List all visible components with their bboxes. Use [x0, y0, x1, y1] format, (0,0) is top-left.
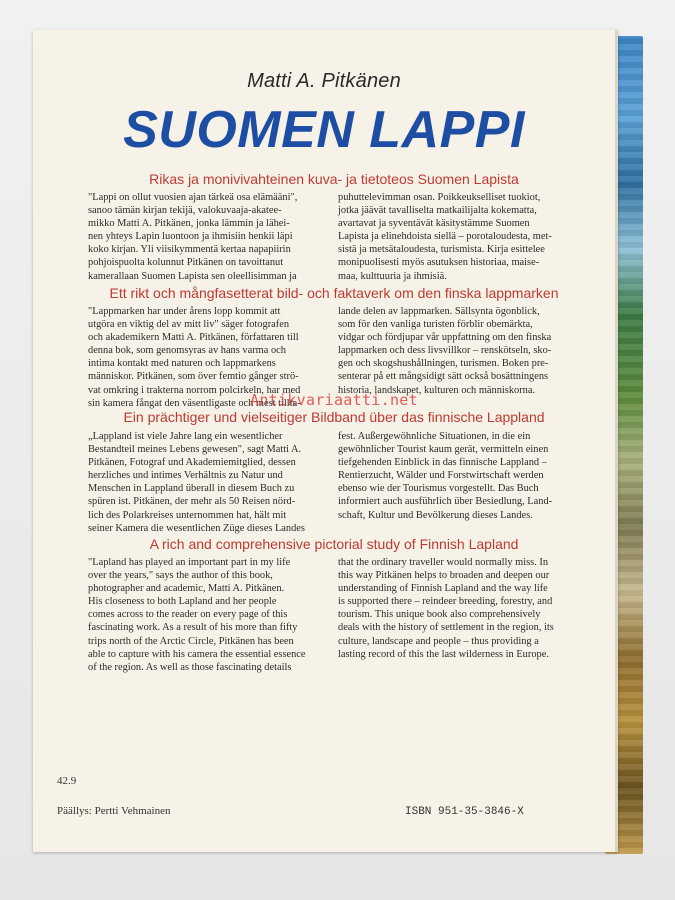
section-finnish-left-column: "Lappi on ollut vuosien ajan tärkeä osa elämääni", sanoo tämän kirjan tekijä, valokuvaaja-akatee- mikko Matti A. Pitkänen, jonka lämmin ja lähei- nen yhteys Lapin luontoon ja ihmisiin henkii läpi koko kirjan. Yli viisikymmentä kertaa napapiirin pohjoispuolta kolunnut Pitkänen on tavoittanut kamerallaan Suomen Lapista sen oleellisimman ja — [88, 192, 298, 282]
cover-design-credit: Päällys: Pertti Vehmainen — [57, 805, 171, 817]
watermark-text: Antikvariaatti.net — [250, 391, 418, 409]
author-name: Matti A. Pitkänen — [247, 70, 401, 92]
book-title: SUOMEN LAPPI — [123, 101, 525, 159]
section-english-left-column: "Lapland has played an important part in my life over the years," says the author of this book, photographer and academic, Matti A. Pitkänen. His closeness to both Lapland and her people comes across to the reader on every page of this fascinating work. As a result of his more than fifty trips north of the Arctic Circle, Pitkänen has been able to capture with his camera the essential essence of the region. As well as those fascinating details — [88, 557, 306, 673]
section-english-right-column: that the ordinary traveller would normally miss. In this way Pitkänen helps to broaden and deepen our understanding of Finnish Lapland and the way life is supported there – reindeer breeding, forestry, and tourism. This unique book also comprehensively deals with the history of settlement in the region, its culture, landscape and people – thus providing a lasting record of this the last wilderness in Europe. — [338, 557, 554, 660]
isbn-number: ISBN 951-35-3846-X — [405, 806, 524, 818]
section-swedish-right-column: lande delen av lappmarken. Sällsynta ögonblick, som för den vanliga turisten förblir obemärkta, vidgar och fördjupar vår uppfattning om den finska lappmarken och dess livsvillkor – renskötseln, sko- gen och skogshushållningen, turismen. Boken pre- senterar på ett mångsidigt sätt också bosättningens historia, landskapet, kulturen och människorna. — [338, 306, 552, 396]
section-swedish-left-column: "Lappmarken har under årens lopp kommit att utgöra en viktig del av mitt liv" säger fotografen och akademikern Matti A. Pitkänen, författaren till denna bok, som genomsyras av hans varma och intima kontakt med naturen och lappmarkens människor. Pitkänen, som över femtio gånger strö- vat omkring i trakterna norrom polcirkeln, har med sin kamera fångat den väsentligaste och mest tillta- — [88, 306, 301, 409]
section-finnish-right-column: puhuttelevimman osan. Poikkeukselliset tuokiot, jotka jäävät tavalliselta matkailijalta kokematta, avartavat ja syventävät käsitystämme Suomen Lapista ja elinehdoista siellä – porotaloudesta, met- sistä ja metsätaloudesta, turismista. Kirja esittelee monipuolisesti myös asutuksen historiaa, maise- maa, kulttuuria ja ihmisiä. — [338, 192, 552, 282]
section-heading-swedish: Ett rikt och mångfasetterat bild- och faktaverk om den finska lappmarken — [109, 285, 559, 301]
section-heading-german: Ein prächtiger und vielseitiger Bildband über das finnische Lappland — [123, 409, 545, 425]
section-heading-finnish: Rikas ja monivivahteinen kuva- ja tietoteos Suomen Lapista — [149, 171, 519, 187]
section-german-right-column: fest. Außergewöhnliche Situationen, in die ein gewöhnlicher Tourist kaum gerät, vermitteln einen tiefgehenden Einblick in das finnische Lappland – Rentierzucht, Wälder und Forstwirtschaft werden ebenso wie der Tourismus vorgestellt. Das Buch informiert auch ausführlich über Besiedlung, Land- schaft, Kultur und Bevölkerung dieses Landes. — [338, 431, 553, 521]
section-german-left-column: „Lappland ist viele Jahre lang ein wesentlicher Bestandteil meines Lebens gewesen", sagt Matti A. Pitkänen, Fotograf und Akademiemitglied, dessen herzliches und intimes Verhältnis zu Natur und Menschen in Lappland überall in diesem Buch zu spüren ist. Pitkänen, der mehr als 50 Reisen nörd- lich des Polarkreises unternommen hat, hält mit seiner Kamera die wesentlichen Züge dieses Landes — [88, 431, 305, 534]
section-heading-english: A rich and comprehensive pictorial study of Finnish Lapland — [149, 536, 519, 552]
price-label: 42.9 — [57, 775, 77, 787]
